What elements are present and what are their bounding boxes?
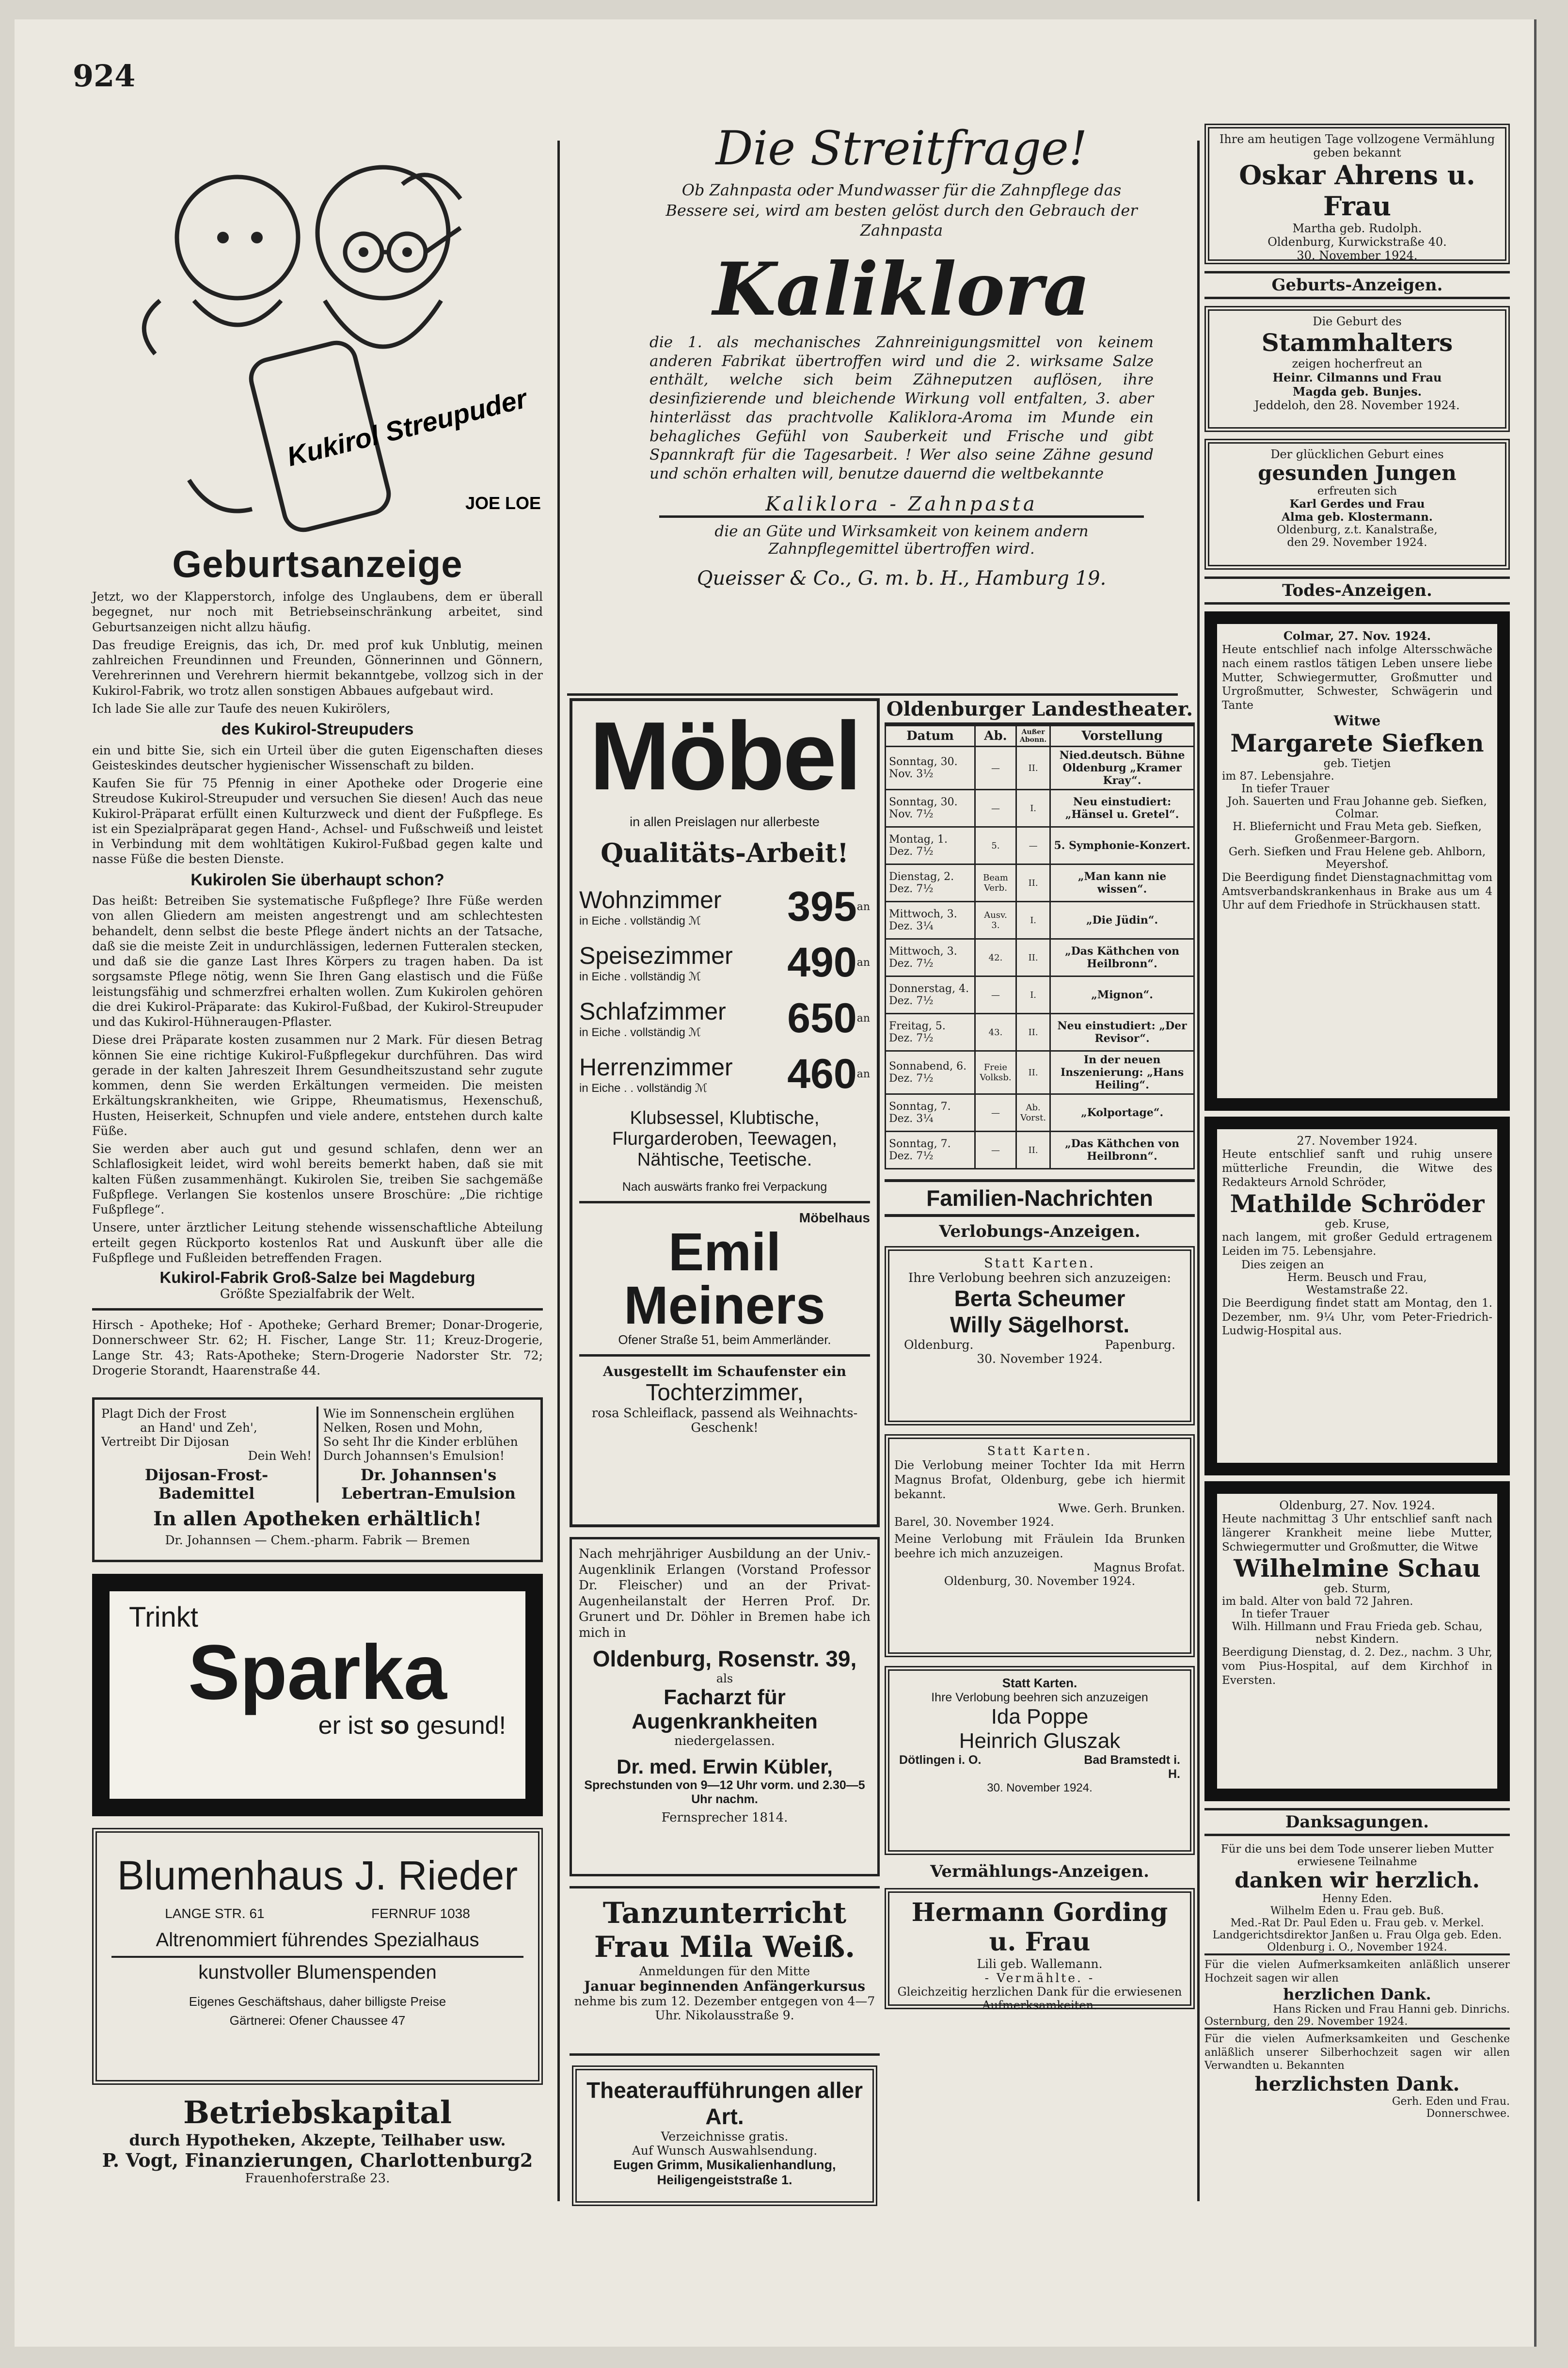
verlobung-place: Bad Bramstedt i. H. [1084, 1753, 1180, 1781]
kukirol-dealers: Hirsch - Apotheke; Hof - Apotheke; Gerhard Bremer; Donar-Drogerie, Donnerschweer Str. 62; H. Fischer, Lange Str. 11; Kreuz-Drogerie, Lange Str. 43; Rats-Apotheke; Stern-Drogerie Nadorster Str. 72; Drogerie Storandt, Haarenstraße 44. [92, 1318, 543, 1377]
table-cell-ab: 5. [975, 827, 1016, 864]
kukirol-company-sub: Größte Spezialfabrik der Welt. [220, 1287, 415, 1301]
column-3 [885, 696, 1195, 2012]
table-row [886, 1014, 1194, 1051]
dijosan-slogan: In allen Apotheken erhältlich! [153, 1507, 482, 1530]
table-cell-ab: Freie Volksb. [975, 1051, 1016, 1094]
anzeige-line: Heinr. Cilmanns und Frau [1272, 370, 1442, 384]
kaliklora-tail: die an Güte und Wirksamkeit von keinem andern Zahnpflegemittel übertroffen wird. [714, 522, 1089, 558]
dank-sig: Gerh. Eden und Frau. [1392, 2095, 1510, 2108]
anzeige-mourn: In tiefer Trauer [1241, 1608, 1330, 1621]
tanz-body: nehme bis zum 12. Dezember entgegen von 4—7 Uhr. Nikolausstraße 9. [574, 1994, 875, 2022]
table-cell-show: „Das Käthchen von Heilbronn“. [1050, 939, 1194, 976]
kukirol-company: Kukirol-Fabrik Groß-Salze bei Magdeburg [159, 1268, 475, 1286]
table-cell-ab: Ausv. 3. [975, 902, 1016, 939]
anzeige-date: 30. November 1924. [1297, 249, 1418, 262]
kaliklora-ad [640, 121, 1163, 590]
moebel-ad [570, 698, 880, 1527]
dijosan-product: Dijosan-Frost-Bademittel [144, 1466, 269, 1503]
moebel-company: Meiners [624, 1276, 825, 1335]
moebel-item-suffix: an [856, 1068, 870, 1080]
rieder-name: Blumenhaus J. Rieder [117, 1853, 518, 1898]
illustrator-signature: JOE LOE [465, 493, 541, 513]
dank-place: Osternburg, den 29. November 1924. [1204, 2016, 1510, 2030]
table-cell-aa: II. [1016, 1014, 1050, 1051]
moebel-item-suffix: an [856, 957, 870, 969]
rieder-phone: FERNRUF 1038 [371, 1906, 470, 1921]
dank-sig: Hans Ricken und Frau Hanni geb. Dinrichs. [1273, 2003, 1510, 2016]
verlobung-name: Berta Scheumer [954, 1286, 1125, 1311]
table-cell-show: 5. Symphonie-Konzert. [1050, 827, 1194, 864]
verlobung-signature: Wwe. Gerh. Brunken. [1058, 1502, 1185, 1515]
moebel-item-sub: in Eiche . vollständig ℳ [579, 970, 701, 983]
theater-ad-line: Auf Wunsch Auswahlsendung. [632, 2144, 818, 2158]
verlobung-place: Oldenburg, 30. November 1924. [944, 1574, 1136, 1588]
sparka-brand: Sparka [188, 1629, 447, 1715]
verlobung-place: Papenburg. [1105, 1338, 1175, 1352]
kukirol-para: Diese drei Präparate kosten zusammen nur 2 Mark. Für diesen Betrag können Sie eine richtige Kukirol-Fußpflegekur durchführen. Das wird gerade in der kalten Jahreszeit Ihrem Gesundheitszustand sehr zugute kommen, denn Sie werden Erkältungen vermeiden. Die meisten Erkältungskrankheiten, wie Grippe, Rheumatismus, Hexenschuß, Husten, Heiserkeit, Schnupfen und viele andere, entstehen durch kalte Füße. [92, 1033, 543, 1138]
table-row [886, 1094, 1194, 1132]
kaliklora-product: Kaliklora - Zahnpasta [659, 493, 1144, 518]
tanz-title: Tanzunterricht [602, 1896, 847, 1930]
vermaehlung-thanks: Gleichzeitig herzlichen Dank für die erwiesenen Aufmerksamkeiten. [897, 1985, 1182, 2012]
table-row [886, 790, 1194, 827]
moebel-item-name: Speisezimmer [579, 942, 733, 969]
moebel-item-price: 490 [787, 939, 857, 986]
verlobung-place: Oldenburg. [904, 1338, 974, 1352]
table-cell-date: Sonntag, 7. Dez. 3¼ [886, 1094, 975, 1132]
anzeige-born: geb. Kruse, [1325, 1218, 1390, 1231]
kuebler-settled: niedergelassen. [674, 1734, 775, 1748]
table-cell-aa: II. [1016, 864, 1050, 902]
table-cell-aa: II. [1016, 747, 1050, 790]
table-cell-date: Sonnabend, 6. Dez. 7½ [886, 1051, 975, 1094]
tod-header: Todes-Anzeigen. [1204, 576, 1510, 605]
anzeige-place: Oldenburg, 27. Nov. 1924. [1279, 1499, 1435, 1512]
familien-header: Familien-Nachrichten [885, 1179, 1195, 1217]
landestheater-title: Oldenburger Landestheater. [885, 696, 1195, 725]
statt-karten: Statt Karten. [987, 1444, 1093, 1458]
sparka-ad [92, 1574, 543, 1816]
anzeige-line: den 29. November 1924. [1287, 536, 1427, 549]
table-row [886, 902, 1194, 939]
vogt-title: Betriebskapital [183, 2095, 452, 2131]
table-cell-show: In der neuen Inszenierung: „Hans Heiling“. [1050, 1051, 1194, 1094]
table-cell-ab: 42. [975, 939, 1016, 976]
table-cell-aa: I. [1016, 902, 1050, 939]
table-cell-aa: II. [1016, 939, 1050, 976]
rieder-tagline2: kunstvoller Blumenspenden [111, 1956, 523, 1984]
dank-header: Danksagungen. [1204, 1808, 1510, 1836]
theater-ad-line: Eugen Grimm, Musikalienhandlung, [613, 2158, 836, 2172]
moebel-item [579, 883, 870, 931]
moebel-shipping: Nach auswärts franko frei Verpackung [622, 1180, 827, 1194]
dijosan-verse-line: Plagt Dich der Frost [101, 1407, 226, 1421]
anzeige-big: Stammhalters [1261, 328, 1453, 357]
statt-karten: Statt Karten. [1002, 1676, 1077, 1690]
kaliklora-company: Queisser & Co., G. m. b. H., Hamburg 19. [697, 567, 1107, 590]
rieder-ad [92, 1828, 543, 2085]
danksagung [1204, 1958, 1510, 2030]
kuebler-phone: Fernsprecher 1814. [661, 1810, 788, 1825]
rieder-prices: Eigenes Geschäftshaus, daher billigste Preise [189, 1994, 446, 2009]
rieder-address: LANGE STR. 61 [165, 1906, 265, 1921]
anzeige-family: Joh. Sauerten und Frau Johanne geb. Siefken, Colmar. [1227, 795, 1487, 820]
dank-family: Wilhelm Eden u. Frau geb. Buß. [1270, 1905, 1444, 1917]
anzeige-name: Mathilde Schröder [1230, 1189, 1485, 1218]
moebel-address: Ofener Straße 51, beim Ammerländer. [618, 1332, 831, 1347]
verlobung-name: Willy Sägelhorst. [950, 1312, 1130, 1337]
table-cell-show: Nied.deutsch. Bühne Oldenburg „Kramer Kray“. [1050, 747, 1194, 790]
table-cell-aa: II. [1016, 1132, 1050, 1169]
verlobung-body: Meine Verlobung mit Fräulein Ida Brunken beehre ich mich anzuzeigen. [894, 1532, 1185, 1560]
dank-big: danken wir herzlich. [1235, 1868, 1480, 1893]
verlobung-anzeige [885, 1434, 1195, 1657]
verlobung-date: 30. November 1924. [987, 1781, 1093, 1794]
tanz-ad [570, 1886, 880, 2056]
vogt-company: P. Vogt, Finanzierungen, Charlottenburg2 [102, 2149, 533, 2171]
vogt-ad [92, 2095, 543, 2186]
table-cell-show: „Die Jüdin“. [1050, 902, 1194, 939]
kuebler-intro: Nach mehrjähriger Ausbildung an der Univ.-Augenklinik Erlangen (Vorstand Professor Dr. Fleischer) und an der Privat-Augenheilanstalt der Herren Prof. Dr. Grunert und Dr. Döhler in Bremen habe ich mich in [579, 1547, 871, 1640]
anzeige-family: Westamstraße 22. [1306, 1283, 1409, 1296]
verlobung-intro: Ihre Verlobung beehren sich anzuzeigen: [908, 1271, 1172, 1285]
danksagung [1204, 1843, 1510, 1955]
tanz-name: Frau Mila Weiß. [594, 1930, 855, 1964]
dank-family: Landgerichtsdirektor Janßen u. Frau Olga geb. Eden. [1212, 1929, 1502, 1941]
anzeige-title: Witwe [1333, 712, 1381, 729]
moebel-item-price: 460 [787, 1051, 857, 1097]
theater-ad-line: Heiligengeiststraße 1. [657, 2173, 792, 2187]
table-header: Datum [886, 726, 975, 747]
geburt-anzeige [1204, 306, 1510, 432]
table-cell-date: Mittwoch, 3. Dez. 3¼ [886, 902, 975, 939]
dijosan-footer: Dr. Johannsen — Chem.-pharm. Fabrik — Bremen [165, 1533, 470, 1547]
landestheater-table [885, 725, 1195, 1169]
kaliklora-body: die 1. als mechanisches Zahnreinigungsmittel von keinem anderen Fabrikat übertroffen wird und die 2. wirksame Salze enthält, welche sich beim Zähneputzen auflösen, ihre desinfizierende und bleichende Wirkung voll entfalten, 3. aber hinterlässt das prachtvolle Kaliklora-Aroma im Munde ein behagliches Gefühl von Sauberkeit und Frische und gibt Spannkraft für die Tagesarbeit. ! Wer also seine Zähne gesund und schön erhalten will, benutze dauernd die weltbekannte [649, 333, 1154, 483]
table-cell-ab: — [975, 747, 1016, 790]
moebel-item-sub: in Eiche . . vollständig ℳ [579, 1082, 708, 1095]
geburt-anzeige [1204, 439, 1510, 570]
kukirol-para: Kaufen Sie für 75 Pfennig in einer Apotheke oder Drogerie eine Streudose Kukirol-Streupuder und versuchen Sie diesen! Auch das neue Kukirol-Präparat erfüllt einen Kulturzweck und dient der Fußpflege. Es ist ein Spezialpräparat gegen Hand-, Achsel- und Fußschweiß und leistet in Verbindung mit dem wohltätigen Kukirol-Fußbad gegen kalte und nasse Füße die besten Dienste. [92, 776, 543, 866]
moebel-item-name: Herrenzimmer [579, 1054, 733, 1081]
vermaehlung-sub: Lili geb. Wallemann. [977, 1957, 1103, 1971]
dank-place: Donnerschwee. [1426, 2107, 1510, 2120]
verlobung-body: Die Verlobung meiner Tochter Ida mit Herrn Magnus Brofat, Oldenburg, gebe ich hiermit bekannt. [894, 1458, 1185, 1501]
kukirol-para: Unsere, unter ärztlicher Leitung stehende wissenschaftliche Abteilung erteilt gegen Rückporto kostenlos Rat und Auskunft über alle die Fußpflege und Fußleiden betreffenden Fragen. [92, 1220, 543, 1265]
moebel-display: Ausgestellt im Schaufenster ein [603, 1363, 846, 1379]
anzeige-line: Die Geburt des [1313, 315, 1402, 328]
table-cell-date: Donnerstag, 4. Dez. 7½ [886, 976, 975, 1014]
dijosan-ad [92, 1397, 543, 1562]
anzeige-line: Magda geb. Bunjes. [1292, 384, 1422, 399]
table-row [886, 864, 1194, 902]
anzeige-born: geb. Tietjen [1323, 757, 1391, 770]
table-header: Vorstellung [1050, 726, 1194, 747]
sparka-so: so [380, 1712, 410, 1740]
dank-body: Für die vielen Aufmerksamkeiten anläßlich unserer Hochzeit sagen wir allen [1204, 1959, 1510, 1984]
anzeige-funeral: Die Beerdigung findet Dienstagnachmittag vom Amtsverbandskrankenhaus in Brake aus um 4 Uhr auf dem Friedhofe in Strückhausen statt. [1222, 871, 1492, 912]
table-cell-show: Neu einstudiert: „Der Revisor“. [1050, 1014, 1194, 1051]
anzeige-mourn: In tiefer Trauer [1241, 782, 1330, 795]
dank-intro: Für die uns bei dem Tode unserer lieben Mutter erwiesene Teilnahme [1220, 1843, 1494, 1868]
table-row [886, 939, 1194, 976]
anzeige-born: geb. Sturm, [1324, 1583, 1391, 1596]
table-cell-ab: — [975, 1132, 1016, 1169]
theater-ad-title: Theateraufführungen aller Art. [586, 2078, 863, 2129]
vermaehlung-header: Vermählungs-Anzeigen. [930, 1862, 1149, 1881]
johannsen-verse-line: So seht Ihr die Kinder erblühen [323, 1435, 518, 1449]
verlobung-place: Barel, 30. November 1924. [894, 1515, 1054, 1529]
table-row [886, 1051, 1194, 1094]
column-rule [557, 141, 560, 2201]
anzeige-address: Oldenburg, Kurwickstraße 40. [1267, 235, 1447, 249]
table-cell-show: „Mignon“. [1050, 976, 1194, 1014]
kukirol-subheading: Kukirolen Sie überhaupt schon? [190, 870, 444, 889]
kukirol-para: ein und bitte Sie, sich ein Urteil über die guten Eigenschaften dieses Geisteskindes deutscher hygienischer Wissenschaft zu bilden. [92, 743, 543, 772]
vogt-address: Frauenhoferstraße 23. [245, 2171, 390, 2186]
anzeige-place: Colmar, 27. Nov. 1924. [1283, 629, 1431, 643]
anzeige-age: nach langem, mit großer Geduld ertragenem Leiden im 75. Lebensjahre. [1222, 1231, 1492, 1258]
dank-big: herzlichsten Dank. [1254, 2072, 1460, 2096]
table-header: Außer Abonn. [1016, 726, 1050, 747]
anzeige-body: Heute entschlief nach infolge Altersschwäche nach einem rastlos tätigen Leben unsere liebe Mutter, Schwiegermutter, Großmutter und Urgroßmutter, Schwester, Schwägerin und Tante [1222, 643, 1492, 712]
anzeige-line: Alma geb. Klostermann. [1282, 511, 1433, 524]
table-row [886, 976, 1194, 1014]
vogt-line: durch Hypotheken, Akzepte, Teilhaber usw. [129, 2131, 506, 2149]
column-1 [92, 141, 543, 2186]
dank-date: Oldenburg i. O., November 1924. [1204, 1941, 1510, 1955]
kuebler-title: Facharzt für Augenkrankheiten [632, 1685, 818, 1733]
table-cell-show: „Das Käthchen von Heilbronn“. [1050, 1132, 1194, 1169]
geburt-header: Geburts-Anzeigen. [1204, 271, 1510, 299]
table-cell-show: „Man kann nie wissen“. [1050, 864, 1194, 902]
anzeige-funeral: Beerdigung Dienstag, d. 2. Dez., nachm. 3 Uhr, vom Pius-Hospital, auf dem Kirchhof in Eversten. [1222, 1646, 1492, 1687]
verlobung-intro: Ihre Verlobung beehren sich anzuzeigen [931, 1691, 1148, 1704]
vermaehlung-name: Hermann Gording u. Frau [911, 1898, 1168, 1957]
moebel-company: Emil [668, 1222, 781, 1282]
moebel-house: Möbelhaus [799, 1210, 870, 1225]
anzeige-funeral: Die Beerdigung findet statt am Montag, den 1. Dezember, nm. 9¼ Uhr, vom Peter-Friedrich-Ludwig-Hospital aus. [1222, 1296, 1492, 1338]
table-cell-aa: I. [1016, 790, 1050, 827]
table-cell-date: Montag, 1. Dez. 7½ [886, 827, 975, 864]
johannsen-verse-line: Durch Johannsen's Emulsion! [323, 1449, 505, 1463]
newspaper-page [15, 19, 1536, 2347]
anzeige-sub: Martha geb. Rudolph. [1292, 222, 1422, 235]
table-cell-aa: II. [1016, 1051, 1050, 1094]
sparka-line1: Trinkt [129, 1601, 198, 1633]
table-cell-ab: Beam Verb. [975, 864, 1016, 902]
kukirol-illustration [92, 141, 543, 538]
anzeige-mourn: Dies zeigen an [1241, 1258, 1324, 1271]
moebel-item-suffix: an [856, 901, 870, 913]
table-header: Ab. [975, 726, 1016, 747]
sparka-line2: er ist [318, 1712, 380, 1740]
theater-ad [572, 2065, 877, 2206]
anzeige-line: Der glücklichen Geburt eines [1270, 448, 1444, 461]
sparka-line2-end: gesund! [409, 1712, 506, 1740]
moebel-extra: Klubsessel, Klubtische, Flurgarderoben, Teewagen, Nähtische, Teetische. [612, 1108, 838, 1170]
kuebler-address: Oldenburg, Rosenstr. 39, [592, 1646, 857, 1671]
dijosan-verse-line: Dein Weh! [248, 1449, 312, 1463]
tanz-body: Anmeldungen für den Mitte [639, 1964, 810, 1978]
moebel-item-price: 395 [787, 883, 857, 930]
anzeige-name: Wilhelmine Schau [1234, 1554, 1481, 1583]
dijosan-verse-line: an Hand' und Zeh', [140, 1421, 257, 1435]
johannsen-verse-line: Wie im Sonnenschein erglühen [323, 1407, 515, 1421]
kaliklora-title: Die Streitfrage! [715, 121, 1088, 176]
moebel-item-sub: in Eiche . vollständig ℳ [579, 1026, 701, 1039]
table-cell-show: „Kolportage“. [1050, 1094, 1194, 1132]
kukirol-para: Jetzt, wo der Klapperstorch, infolge des Unglaubens, dem er überall begegnet, nur noch mit Betriebseinschränkung arbeitet, sind Geburtsanzeigen nicht allzu häufig. [92, 590, 543, 634]
dank-body: Für die vielen Aufmerksamkeiten und Geschenke anläßlich unserer Silberhochzeit sagen wir allen Verwandten u. Bekannten [1204, 2033, 1510, 2072]
kukirol-para: Das freudige Ereignis, das ich, Dr. med prof kuk Unblutig, meinen zahlreichen Freundinnen und Freunden, Gönnerinnen und Gönnern, Verehrerinnen und Verehrern hiermit bekanntgebe, vollzog sich in der Kukirol-Fabrik, wo trotz allen sonstigen Abbaues aufgebaut wird. [92, 638, 543, 698]
anzeige-intro: Ihre am heutigen Tage vollzogene Vermählung geben bekannt [1219, 132, 1495, 160]
anzeige-name: Oskar Ahrens u. Frau [1239, 160, 1475, 222]
kuebler-hours: Sprechstunden von 9—12 Uhr vorm. und 2.30—5 Uhr nachm. [584, 1778, 865, 1806]
kaliklora-question: Ob Zahnpasta oder Mundwasser für die Zahnpflege das Bessere sei, wird am besten gelöst durch den Gebrauch der Zahnpasta [665, 181, 1138, 240]
moebel-title: Möbel [589, 702, 860, 810]
column-4 [1204, 124, 1510, 2120]
table-cell-date: Sonntag, 30. Nov. 7½ [886, 790, 975, 827]
dank-family: Henny Eden. [1322, 1893, 1393, 1905]
anzeige-body: Heute nachmittag 3 Uhr entschlief sanft nach längerer Krankheit meine liebe Mutter, Schwiegermutter und Großmutter, die Witwe [1222, 1513, 1492, 1553]
table-cell-ab: — [975, 1094, 1016, 1132]
table-cell-show: Neu einstudiert: „Hänsel u. Gretel“. [1050, 790, 1194, 827]
column-rule [1197, 141, 1200, 2201]
verlobung-header: Verlobungs-Anzeigen. [939, 1222, 1140, 1241]
verlobung-name: Heinrich Gluszak [959, 1729, 1121, 1753]
rieder-tagline: Altrenommiert führendes Spezialhaus [156, 1929, 479, 1951]
table-cell-date: Sonntag, 30. Nov. 3½ [886, 747, 975, 790]
table-cell-ab: 43. [975, 1014, 1016, 1051]
table-cell-aa: — [1016, 827, 1050, 864]
anzeige-line: Karl Gerdes und Frau [1289, 497, 1425, 511]
moebel-display-item: Tochterzimmer, [646, 1380, 804, 1406]
kukirol-ad [92, 141, 543, 1378]
johannsen-verse-line: Nelken, Rosen und Mohn, [323, 1421, 483, 1435]
table-cell-date: Mittwoch, 3. Dez. 7½ [886, 939, 975, 976]
kukirol-para: Das heißt: Betreiben Sie systematische Fußpflege? Ihre Füße werden von allen Gliedern am meisten angestrengt und am schlechtesten behandelt, denn selbst die beste Pflege ändert nichts an der Tatsache, daß sie die meiste Zeit in undurchlässigen, ledernen Futteralen stecken, und daß sie die ganze Last Ihres Körpers zu tragen haben. Da ist sorgsamste Pflege nötig, wenn Sie Ihren Gang elastisch und die Füße leistungsfähig und schmerzfrei erhalten wollen. Zum Kukirolen gehören die drei Kukirol-Präparate: das Kukirol-Fußbad, der Kukirol-Streupuder und das Kukirol-Hühneraugen-Pflaster. [92, 894, 543, 1029]
moebel-display-sub: rosa Schleiflack, passend als Weihnachts-Geschenk! [591, 1406, 858, 1435]
table-cell-ab: — [975, 976, 1016, 1014]
vermaehlung-label: - Vermählte. - [984, 1971, 1095, 1985]
anzeige-line: erfreuten sich [1317, 485, 1397, 497]
verlobung-anzeige [885, 1246, 1195, 1425]
moebel-sub: in allen Preislagen nur allerbeste [630, 815, 820, 829]
todes-anzeige [1204, 1117, 1510, 1475]
moebel-item-price: 650 [787, 995, 857, 1041]
table-cell-date: Sonntag, 7. Dez. 7½ [886, 1132, 975, 1169]
verlobung-signature: Magnus Brofat. [1093, 1561, 1185, 1574]
verlobung-anzeige [885, 1666, 1195, 1855]
anzeige-family: H. Bliefernicht und Frau Meta geb. Siefken, Großenmeer-Bargorn. [1233, 820, 1482, 846]
anzeige-family: Gerh. Siefken und Frau Helene geb. Ahlborn, Meyershof. [1228, 845, 1486, 871]
anzeige-line: Jeddeloh, den 28. November 1924. [1254, 399, 1460, 412]
dank-big: herzlichen Dank. [1283, 1985, 1431, 2003]
moebel-item-sub: in Eiche . vollständig ℳ [579, 914, 701, 928]
moebel-item [579, 939, 870, 987]
anzeige-age: im bald. Alter von bald 72 Jahren. [1222, 1595, 1413, 1608]
table-row [886, 1132, 1194, 1169]
page-edge [1534, 19, 1536, 2347]
table-cell-ab: — [975, 790, 1016, 827]
anzeige-place: 27. November 1924. [1297, 1134, 1418, 1148]
todes-anzeige [1204, 1481, 1510, 1801]
table-row [886, 747, 1194, 790]
table-cell-aa: Ab. Vorst. [1016, 1094, 1050, 1132]
verlobung-place: Dötlingen i. O. [899, 1753, 982, 1767]
danksagung [1204, 2032, 1510, 2120]
kukirol-para: Ich lade Sie alle zur Taufe des neuen Kukirölers, [92, 701, 391, 716]
moebel-item-name: Schlafzimmer [579, 998, 726, 1025]
johannsen-product: Dr. Johannsen's Lebertran-Emulsion [341, 1466, 516, 1503]
moebel-item [579, 1050, 870, 1098]
moebel-quality: Qualitäts-Arbeit! [601, 837, 849, 868]
anzeige-name: Margarete Siefken [1230, 728, 1484, 757]
statt-karten: Statt Karten. [984, 1256, 1095, 1271]
verlobung-date: 30. November 1924. [977, 1352, 1103, 1366]
kuebler-name: Dr. med. Erwin Kübler, [617, 1755, 833, 1778]
anzeige-family: Herm. Beusch und Frau, [1287, 1271, 1427, 1284]
table-cell-date: Freitag, 5. Dez. 7½ [886, 1014, 975, 1051]
rieder-nursery: Gärtnerei: Ofener Chaussee 47 [229, 2013, 406, 2028]
dijosan-verse-line: Vertreibt Dir Dijosan [101, 1435, 229, 1449]
dank-family: Med.-Rat Dr. Paul Eden u. Frau geb. v. Merkel. [1230, 1917, 1484, 1929]
anzeige-big: gesunden Jungen [1258, 461, 1457, 485]
kuebler-als: als [716, 1672, 733, 1685]
anzeige-age: im 87. Lebensjahre. [1222, 769, 1334, 783]
table-cell-aa: I. [1016, 976, 1050, 1014]
tanz-body: Januar beginnenden Anfängerkursus [584, 1978, 865, 1994]
vermaehlung-anzeige [885, 1888, 1195, 2012]
verlobung-name: Ida Poppe [991, 1705, 1089, 1728]
page-number: 924 [73, 58, 136, 94]
table-cell-date: Dienstag, 2. Dez. 7½ [886, 864, 975, 902]
ahrens-anzeige [1204, 124, 1510, 264]
anzeige-line: zeigen hocherfreut an [1292, 357, 1423, 370]
kukirol-subheading: des Kukirol-Streupuders [221, 720, 414, 738]
moebel-item-suffix: an [856, 1012, 870, 1024]
kukirol-para: Sie werden aber auch gut und gesund schlafen, denn wer an Schlaflosigkeit leidet, wird wohl bereits bemerkt haben, daß sie mit kalten Füßen zusammenhängt. Kukirolen Sie, treiben Sie sachgemäße Fußpflege. Verlangen Sie kostenlos unsere Broschüre: „Die richtige Fußpflege“. [92, 1142, 543, 1216]
kukirol-tin-label: Kukirol Streupuder [284, 383, 530, 472]
theater-ad-line: Verzeichnisse gratis. [661, 2129, 789, 2144]
kaliklora-brand: Kaliklora [713, 246, 1091, 332]
kukirol-heading: Geburtsanzeige [172, 543, 463, 585]
kuebler-ad [570, 1537, 880, 1876]
anzeige-family: Wilh. Hillmann und Frau Frieda geb. Schau, nebst Kindern. [1232, 1620, 1483, 1646]
moebel-item [579, 994, 870, 1042]
todes-anzeige [1204, 611, 1510, 1111]
moebel-item-name: Wohnzimmer [579, 886, 722, 913]
anzeige-line: Oldenburg, z.t. Kanalstraße, [1277, 524, 1438, 536]
anzeige-body: Heute entschlief sanft und ruhig unsere mütterliche Freundin, die Witwe des Redakteurs Arnold Schröder, [1222, 1148, 1492, 1189]
table-row [886, 827, 1194, 864]
